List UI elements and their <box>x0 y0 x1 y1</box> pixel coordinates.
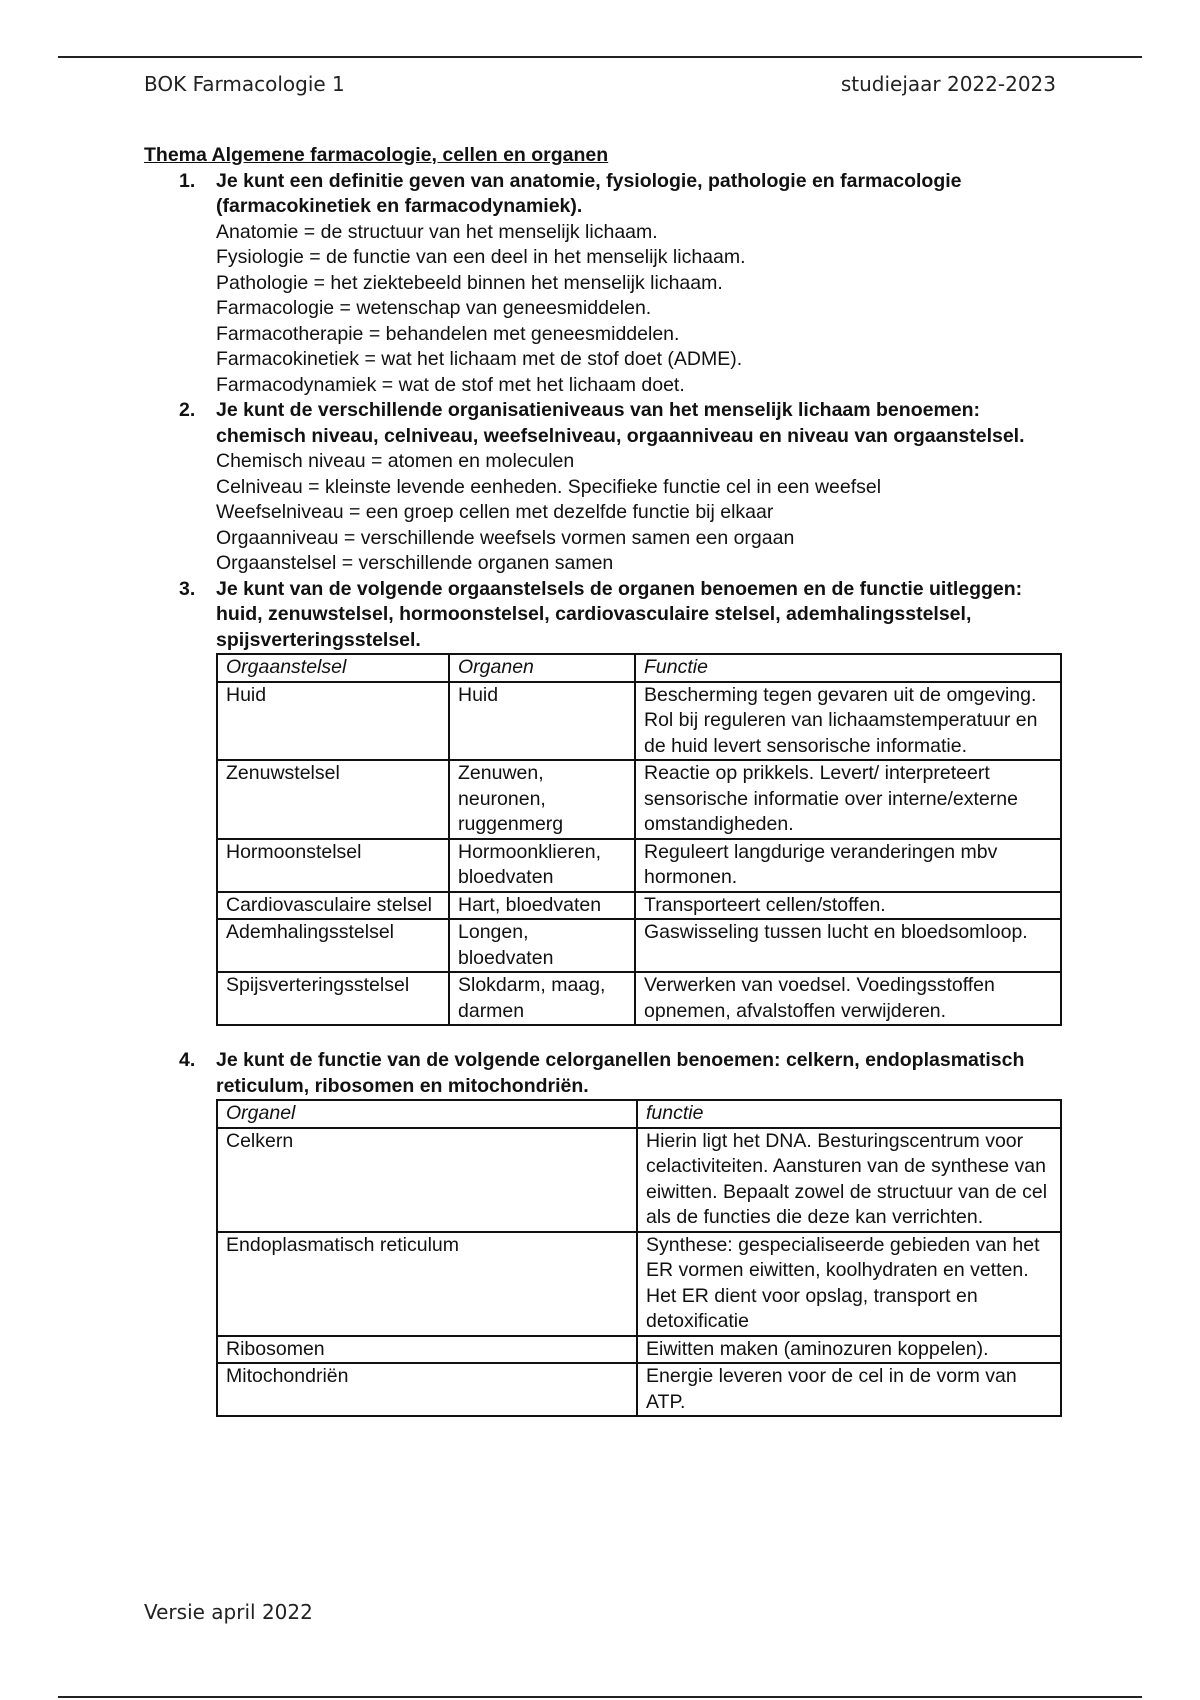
learning-objective-3 <box>144 577 1064 1027</box>
column-header: functie <box>637 1100 1061 1128</box>
table-cell: Bescherming tegen gevaren uit de omgeving. Rol bij reguleren van lichaamstemperatuur en de huid levert sensorische informatie. <box>635 682 1061 761</box>
learning-objective-4 <box>144 1048 1064 1417</box>
document-body <box>144 143 1064 1417</box>
definition-line: Chemisch niveau = atomen en moleculen <box>216 450 575 472</box>
table-cell: Huid <box>217 682 449 761</box>
item-number: 3. <box>179 577 196 600</box>
table-row <box>217 760 1061 839</box>
column-header: Functie <box>635 654 1061 682</box>
organ-systems-table <box>216 653 1062 1026</box>
table-row <box>217 972 1061 1025</box>
definition-line: Farmacokinetiek = wat het lichaam met de stof doet (ADME). <box>216 348 743 370</box>
definition-line: Farmacotherapie = behandelen met geneesmiddelen. <box>216 322 680 345</box>
table-cell: Slokdarm, maag, darmen <box>449 972 635 1025</box>
table-cell: Reguleert langdurige veranderingen mbv hormonen. <box>635 839 1061 892</box>
table-row <box>217 1336 1061 1364</box>
item-number: 1. <box>179 169 196 192</box>
column-header: Organel <box>217 1100 637 1128</box>
bottom-rule <box>58 1696 1142 1698</box>
objective-question: Je kunt de functie van de volgende celorganellen benoemen: celkern, endoplasmatisch reticulum, ribosomen en mitochondriën. <box>216 1049 1025 1097</box>
table-row <box>217 1128 1061 1232</box>
table-cell: Verwerken van voedsel. Voedingsstoffen opnemen, afvalstoffen verwijderen. <box>635 972 1061 1025</box>
table-cell: Hart, bloedvaten <box>449 892 635 920</box>
table-cell: Huid <box>449 682 635 761</box>
table-cell: Zenuwstelsel <box>217 760 449 839</box>
learning-objective-2 <box>144 398 1064 577</box>
table-cell: Energie leveren voor de cel in de vorm van ATP. <box>637 1363 1061 1416</box>
table-row <box>217 682 1061 761</box>
table-header-row <box>217 654 1061 682</box>
table-row <box>217 839 1061 892</box>
table-cell: Synthese: gespecialiseerde gebieden van het ER vormen eiwitten, koolhydraten en vetten. Het ER dient voor opslag, transport en detoxificatie <box>637 1232 1061 1336</box>
column-header: Orgaanstelsel <box>217 654 449 682</box>
objective-question: Je kunt een definitie geven van anatomie, fysiologie, pathologie en farmacologie (farmacokinetiek en farmacodynamiek). <box>216 169 962 217</box>
item-number: 4. <box>179 1049 196 1071</box>
section-spacer <box>144 1026 1064 1048</box>
table-cell: Mitochondriën <box>217 1363 637 1416</box>
table-cell: Eiwitten maken (aminozuren koppelen). <box>637 1336 1061 1364</box>
table-cell: Gaswisseling tussen lucht en bloedsomloop. <box>635 919 1061 972</box>
footer-version: Versie april 2022 <box>144 1600 313 1624</box>
header-academic-year: studiejaar 2022-2023 <box>840 72 1056 96</box>
learning-objective-1 <box>144 169 1064 399</box>
table-cell: Celkern <box>217 1128 637 1232</box>
objective-question: Je kunt van de volgende orgaanstelsels de organen benoemen en de functie uitleggen: huid, zenuwstelsel, hormoonstelsel, cardiovasculaire stelsel, ademhalingsstelsel, spijsverteringsstelsel. <box>216 577 1023 651</box>
definition-line: Pathologie = het ziektebeeld binnen het menselijk lichaam. <box>216 271 723 294</box>
table-cell: Transporteert cellen/stoffen. <box>635 892 1061 920</box>
definition-line: Orgaanniveau = verschillende weefsels vormen samen een orgaan <box>216 526 795 549</box>
definition-line: Orgaanstelsel = verschillende organen samen <box>216 552 614 574</box>
header-course-title: BOK Farmacologie 1 <box>144 72 345 96</box>
table-cell: Hierin ligt het DNA. Besturingscentrum voor celactiviteiten. Aansturen van de synthese van eiwitten. Bepaalt zowel de structuur van de cel als de functies die deze kan verrichten. <box>637 1128 1061 1232</box>
table-row <box>217 919 1061 972</box>
table-row <box>217 892 1061 920</box>
definition-line: Farmacologie = wetenschap van geneesmiddelen. <box>216 297 652 319</box>
item-number: 2. <box>179 399 196 421</box>
table-header-row <box>217 1100 1061 1128</box>
table-cell: Endoplasmatisch reticulum <box>217 1232 637 1336</box>
top-rule <box>58 56 1142 58</box>
column-header: Organen <box>449 654 635 682</box>
organelles-table <box>216 1099 1062 1417</box>
definition-line: Fysiologie = de functie van een deel in het menselijk lichaam. <box>216 246 746 268</box>
objective-question: Je kunt de verschillende organisatieniveaus van het menselijk lichaam benoemen: chemisch niveau, celniveau, weefselniveau, orgaanniveau en niveau van orgaanstelsel. <box>216 399 1025 447</box>
definition-line: Farmacodynamiek = wat de stof met het lichaam doet. <box>216 373 685 396</box>
table-cell: Ribosomen <box>217 1336 637 1364</box>
definition-line: Celniveau = kleinste levende eenheden. Specifieke functie cel in een weefsel <box>216 475 882 498</box>
table-cell: Ademhalingsstelsel <box>217 919 449 972</box>
table-cell: Spijsverteringsstelsel <box>217 972 449 1025</box>
table-cell: Hormoonstelsel <box>217 839 449 892</box>
table-cell: Cardiovasculaire stelsel <box>217 892 449 920</box>
table-cell: Reactie op prikkels. Levert/ interpreteert sensorische informatie over interne/externe omstandigheden. <box>635 760 1061 839</box>
table-row <box>217 1363 1061 1416</box>
table-cell: Zenuwen, neuronen, ruggenmerg <box>449 760 635 839</box>
definition-line: Weefselniveau = een groep cellen met dezelfde functie bij elkaar <box>216 501 774 523</box>
table-cell: Hormoonklieren, bloedvaten <box>449 839 635 892</box>
table-row <box>217 1232 1061 1336</box>
definition-line: Anatomie = de structuur van het menselijk lichaam. <box>216 220 658 243</box>
theme-title: Thema Algemene farmacologie, cellen en organen <box>144 144 609 166</box>
table-cell: Longen, bloedvaten <box>449 919 635 972</box>
